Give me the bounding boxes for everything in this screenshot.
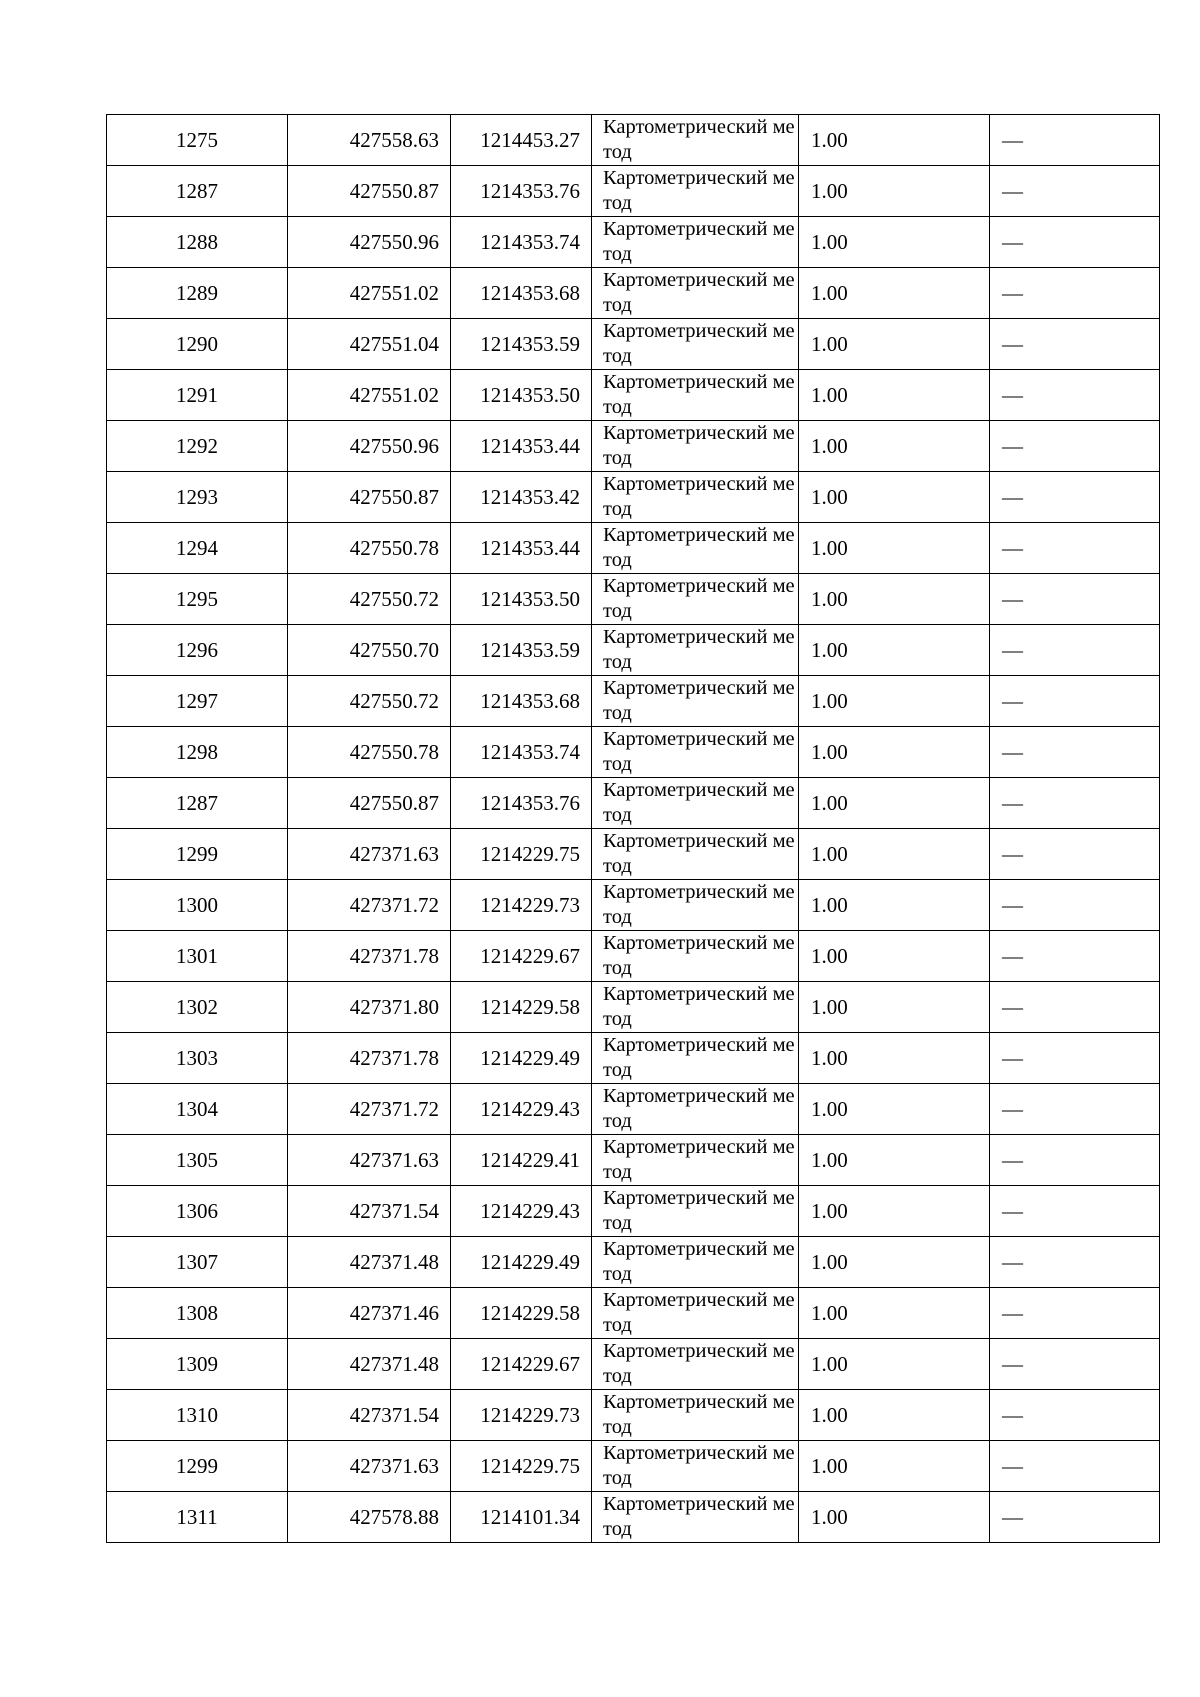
accuracy-cell: 1.00 xyxy=(799,166,990,217)
point-number-cell: 1290 xyxy=(107,319,288,370)
y-coordinate-cell: 1214353.76 xyxy=(451,778,592,829)
table-row xyxy=(107,1339,1160,1390)
x-coordinate-cell: 427371.54 xyxy=(288,1186,451,1237)
point-number-cell: 1298 xyxy=(107,727,288,778)
x-coordinate-cell: 427371.63 xyxy=(288,829,451,880)
table-row xyxy=(107,472,1160,523)
accuracy-cell: 1.00 xyxy=(799,268,990,319)
method-cell: Картометрический метод xyxy=(592,1288,799,1339)
method-cell: Картометрический метод xyxy=(592,625,799,676)
accuracy-cell: 1.00 xyxy=(799,1033,990,1084)
y-coordinate-cell: 1214353.59 xyxy=(451,319,592,370)
method-cell: Картометрический метод xyxy=(592,370,799,421)
point-number-cell: 1295 xyxy=(107,574,288,625)
table-row xyxy=(107,1186,1160,1237)
x-coordinate-cell: 427578.88 xyxy=(288,1492,451,1543)
x-coordinate-cell: 427371.63 xyxy=(288,1135,451,1186)
table-row xyxy=(107,625,1160,676)
point-number-cell: 1296 xyxy=(107,625,288,676)
x-coordinate-cell: 427551.02 xyxy=(288,268,451,319)
method-cell: Картометрический метод xyxy=(592,829,799,880)
method-cell: Картометрический метод xyxy=(592,880,799,931)
accuracy-cell: 1.00 xyxy=(799,1441,990,1492)
method-cell: Картометрический метод xyxy=(592,268,799,319)
y-coordinate-cell: 1214229.58 xyxy=(451,1288,592,1339)
point-number-cell: 1311 xyxy=(107,1492,288,1543)
x-coordinate-cell: 427371.72 xyxy=(288,880,451,931)
x-coordinate-cell: 427550.87 xyxy=(288,166,451,217)
x-coordinate-cell: 427550.72 xyxy=(288,676,451,727)
x-coordinate-cell: 427551.04 xyxy=(288,319,451,370)
method-cell: Картометрический метод xyxy=(592,217,799,268)
x-coordinate-cell: 427550.87 xyxy=(288,778,451,829)
note-cell: — xyxy=(990,1390,1160,1441)
table-row xyxy=(107,1237,1160,1288)
note-cell: — xyxy=(990,982,1160,1033)
y-coordinate-cell: 1214353.42 xyxy=(451,472,592,523)
x-coordinate-cell: 427550.70 xyxy=(288,625,451,676)
x-coordinate-cell: 427371.54 xyxy=(288,1390,451,1441)
y-coordinate-cell: 1214229.67 xyxy=(451,931,592,982)
accuracy-cell: 1.00 xyxy=(799,982,990,1033)
note-cell: — xyxy=(990,472,1160,523)
method-cell: Картометрический метод xyxy=(592,727,799,778)
method-cell: Картометрический метод xyxy=(592,1390,799,1441)
point-number-cell: 1306 xyxy=(107,1186,288,1237)
point-number-cell: 1299 xyxy=(107,1441,288,1492)
y-coordinate-cell: 1214229.49 xyxy=(451,1033,592,1084)
note-cell: — xyxy=(990,625,1160,676)
note-cell: — xyxy=(990,1186,1160,1237)
accuracy-cell: 1.00 xyxy=(799,370,990,421)
note-cell: — xyxy=(990,1033,1160,1084)
x-coordinate-cell: 427550.72 xyxy=(288,574,451,625)
y-coordinate-cell: 1214101.34 xyxy=(451,1492,592,1543)
point-number-cell: 1303 xyxy=(107,1033,288,1084)
coordinates-table-body xyxy=(107,115,1160,1543)
method-cell: Картометрический метод xyxy=(592,1186,799,1237)
note-cell: — xyxy=(990,268,1160,319)
table-row xyxy=(107,1033,1160,1084)
note-cell: — xyxy=(990,166,1160,217)
x-coordinate-cell: 427371.78 xyxy=(288,931,451,982)
accuracy-cell: 1.00 xyxy=(799,1135,990,1186)
x-coordinate-cell: 427550.78 xyxy=(288,727,451,778)
note-cell: — xyxy=(990,1237,1160,1288)
y-coordinate-cell: 1214353.50 xyxy=(451,574,592,625)
x-coordinate-cell: 427371.46 xyxy=(288,1288,451,1339)
y-coordinate-cell: 1214229.75 xyxy=(451,829,592,880)
point-number-cell: 1293 xyxy=(107,472,288,523)
method-cell: Картометрический метод xyxy=(592,1033,799,1084)
accuracy-cell: 1.00 xyxy=(799,1339,990,1390)
method-cell: Картометрический метод xyxy=(592,319,799,370)
table-row xyxy=(107,217,1160,268)
method-cell: Картометрический метод xyxy=(592,166,799,217)
note-cell: — xyxy=(990,421,1160,472)
note-cell: — xyxy=(990,829,1160,880)
note-cell: — xyxy=(990,880,1160,931)
accuracy-cell: 1.00 xyxy=(799,778,990,829)
table-row xyxy=(107,574,1160,625)
point-number-cell: 1291 xyxy=(107,370,288,421)
y-coordinate-cell: 1214229.43 xyxy=(451,1186,592,1237)
y-coordinate-cell: 1214229.75 xyxy=(451,1441,592,1492)
table-row xyxy=(107,982,1160,1033)
method-cell: Картометрический метод xyxy=(592,523,799,574)
point-number-cell: 1309 xyxy=(107,1339,288,1390)
method-cell: Картометрический метод xyxy=(592,421,799,472)
point-number-cell: 1301 xyxy=(107,931,288,982)
y-coordinate-cell: 1214353.76 xyxy=(451,166,592,217)
note-cell: — xyxy=(990,1492,1160,1543)
note-cell: — xyxy=(990,727,1160,778)
accuracy-cell: 1.00 xyxy=(799,472,990,523)
table-row xyxy=(107,1390,1160,1441)
accuracy-cell: 1.00 xyxy=(799,1237,990,1288)
method-cell: Картометрический метод xyxy=(592,1492,799,1543)
accuracy-cell: 1.00 xyxy=(799,676,990,727)
accuracy-cell: 1.00 xyxy=(799,931,990,982)
note-cell: — xyxy=(990,1441,1160,1492)
table-row xyxy=(107,1288,1160,1339)
point-number-cell: 1304 xyxy=(107,1084,288,1135)
accuracy-cell: 1.00 xyxy=(799,1288,990,1339)
method-cell: Картометрический метод xyxy=(592,676,799,727)
y-coordinate-cell: 1214353.74 xyxy=(451,727,592,778)
method-cell: Картометрический метод xyxy=(592,1441,799,1492)
method-cell: Картометрический метод xyxy=(592,982,799,1033)
point-number-cell: 1308 xyxy=(107,1288,288,1339)
point-number-cell: 1302 xyxy=(107,982,288,1033)
x-coordinate-cell: 427558.63 xyxy=(288,115,451,166)
method-cell: Картометрический метод xyxy=(592,1237,799,1288)
x-coordinate-cell: 427371.80 xyxy=(288,982,451,1033)
note-cell: — xyxy=(990,523,1160,574)
point-number-cell: 1300 xyxy=(107,880,288,931)
y-coordinate-cell: 1214353.74 xyxy=(451,217,592,268)
note-cell: — xyxy=(990,931,1160,982)
point-number-cell: 1307 xyxy=(107,1237,288,1288)
x-coordinate-cell: 427550.87 xyxy=(288,472,451,523)
y-coordinate-cell: 1214229.43 xyxy=(451,1084,592,1135)
y-coordinate-cell: 1214353.68 xyxy=(451,676,592,727)
x-coordinate-cell: 427551.02 xyxy=(288,370,451,421)
y-coordinate-cell: 1214353.59 xyxy=(451,625,592,676)
point-number-cell: 1287 xyxy=(107,166,288,217)
table-row xyxy=(107,880,1160,931)
y-coordinate-cell: 1214229.41 xyxy=(451,1135,592,1186)
x-coordinate-cell: 427550.78 xyxy=(288,523,451,574)
x-coordinate-cell: 427371.72 xyxy=(288,1084,451,1135)
note-cell: — xyxy=(990,574,1160,625)
y-coordinate-cell: 1214353.50 xyxy=(451,370,592,421)
y-coordinate-cell: 1214229.73 xyxy=(451,1390,592,1441)
note-cell: — xyxy=(990,1288,1160,1339)
table-row xyxy=(107,268,1160,319)
method-cell: Картометрический метод xyxy=(592,931,799,982)
accuracy-cell: 1.00 xyxy=(799,1492,990,1543)
table-row xyxy=(107,319,1160,370)
table-row xyxy=(107,370,1160,421)
y-coordinate-cell: 1214353.68 xyxy=(451,268,592,319)
table-row xyxy=(107,829,1160,880)
accuracy-cell: 1.00 xyxy=(799,574,990,625)
note-cell: — xyxy=(990,217,1160,268)
note-cell: — xyxy=(990,1135,1160,1186)
note-cell: — xyxy=(990,1339,1160,1390)
accuracy-cell: 1.00 xyxy=(799,1186,990,1237)
method-cell: Картометрический метод xyxy=(592,1135,799,1186)
method-cell: Картометрический метод xyxy=(592,115,799,166)
table-row xyxy=(107,1084,1160,1135)
x-coordinate-cell: 427550.96 xyxy=(288,217,451,268)
note-cell: — xyxy=(990,778,1160,829)
point-number-cell: 1305 xyxy=(107,1135,288,1186)
accuracy-cell: 1.00 xyxy=(799,727,990,778)
table-row xyxy=(107,115,1160,166)
point-number-cell: 1287 xyxy=(107,778,288,829)
y-coordinate-cell: 1214229.67 xyxy=(451,1339,592,1390)
coordinates-table xyxy=(106,114,1160,1543)
x-coordinate-cell: 427550.96 xyxy=(288,421,451,472)
method-cell: Картометрический метод xyxy=(592,778,799,829)
x-coordinate-cell: 427371.63 xyxy=(288,1441,451,1492)
method-cell: Картометрический метод xyxy=(592,1084,799,1135)
table-row xyxy=(107,727,1160,778)
point-number-cell: 1297 xyxy=(107,676,288,727)
accuracy-cell: 1.00 xyxy=(799,829,990,880)
y-coordinate-cell: 1214229.58 xyxy=(451,982,592,1033)
table-row xyxy=(107,676,1160,727)
accuracy-cell: 1.00 xyxy=(799,523,990,574)
y-coordinate-cell: 1214453.27 xyxy=(451,115,592,166)
y-coordinate-cell: 1214353.44 xyxy=(451,421,592,472)
table-row xyxy=(107,778,1160,829)
x-coordinate-cell: 427371.48 xyxy=(288,1237,451,1288)
accuracy-cell: 1.00 xyxy=(799,1390,990,1441)
point-number-cell: 1294 xyxy=(107,523,288,574)
table-row xyxy=(107,166,1160,217)
accuracy-cell: 1.00 xyxy=(799,421,990,472)
note-cell: — xyxy=(990,370,1160,421)
table-row xyxy=(107,1492,1160,1543)
point-number-cell: 1292 xyxy=(107,421,288,472)
table-row xyxy=(107,523,1160,574)
accuracy-cell: 1.00 xyxy=(799,319,990,370)
x-coordinate-cell: 427371.48 xyxy=(288,1339,451,1390)
note-cell: — xyxy=(990,1084,1160,1135)
table-row xyxy=(107,931,1160,982)
point-number-cell: 1299 xyxy=(107,829,288,880)
method-cell: Картометрический метод xyxy=(592,472,799,523)
y-coordinate-cell: 1214229.49 xyxy=(451,1237,592,1288)
y-coordinate-cell: 1214229.73 xyxy=(451,880,592,931)
accuracy-cell: 1.00 xyxy=(799,115,990,166)
accuracy-cell: 1.00 xyxy=(799,217,990,268)
point-number-cell: 1310 xyxy=(107,1390,288,1441)
point-number-cell: 1275 xyxy=(107,115,288,166)
table-row xyxy=(107,1441,1160,1492)
note-cell: — xyxy=(990,319,1160,370)
method-cell: Картометрический метод xyxy=(592,1339,799,1390)
point-number-cell: 1289 xyxy=(107,268,288,319)
accuracy-cell: 1.00 xyxy=(799,625,990,676)
note-cell: — xyxy=(990,115,1160,166)
x-coordinate-cell: 427371.78 xyxy=(288,1033,451,1084)
note-cell: — xyxy=(990,676,1160,727)
point-number-cell: 1288 xyxy=(107,217,288,268)
y-coordinate-cell: 1214353.44 xyxy=(451,523,592,574)
method-cell: Картометрический метод xyxy=(592,574,799,625)
table-row xyxy=(107,421,1160,472)
accuracy-cell: 1.00 xyxy=(799,1084,990,1135)
table-row xyxy=(107,1135,1160,1186)
accuracy-cell: 1.00 xyxy=(799,880,990,931)
